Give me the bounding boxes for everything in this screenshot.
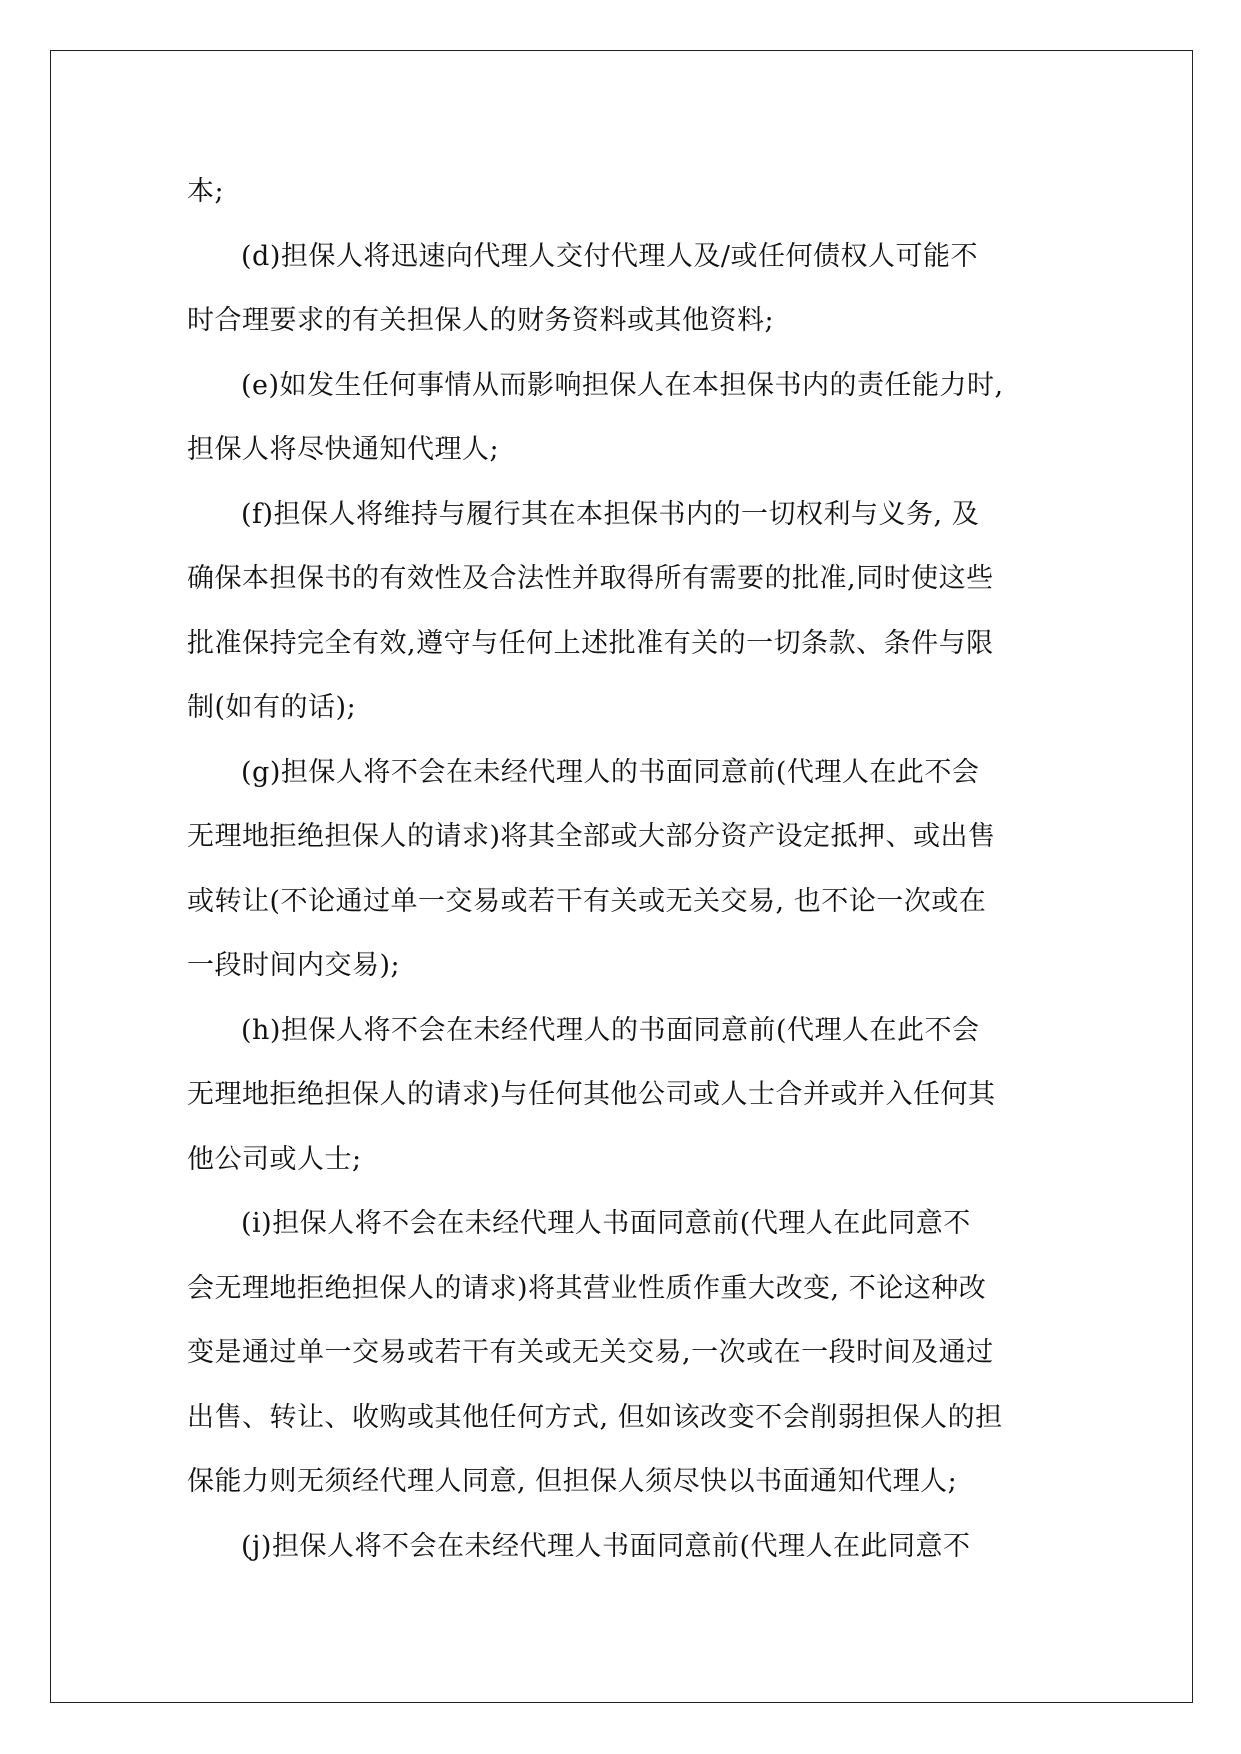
text-line: 担保人将尽快通知代理人;: [187, 434, 500, 465]
text-line: 或转让(不论通过单一交易或若干有关或无关交易, 也不论一次或在: [187, 885, 987, 917]
text-line: 他公司或人士;: [187, 1143, 362, 1175]
text-line: 本;: [187, 176, 225, 207]
text-line: 一段时间内交易);: [187, 950, 401, 981]
text-line: 确保本担保书的有效性及合法性并取得所有需要的批准,同时使这些: [187, 563, 994, 594]
document-body: [187, 160, 1067, 1579]
clause-f-line: (f)担保人将维持与履行其在本担保书内的一切权利与义务, 及: [241, 498, 980, 530]
text-line: 无理地拒绝担保人的请求)将其全部或大部分资产设定抵押、或出售: [187, 821, 996, 852]
text-line: 批准保持完全有效,遵守与任何上述批准有关的一切条款、条件与限: [187, 627, 994, 659]
clause-d-line: (d)担保人将迅速向代理人交付代理人及/或任何债权人可能不: [241, 240, 978, 272]
text-line: 保能力则无须经代理人同意, 但担保人须尽快以书面通知代理人;: [187, 1466, 958, 1497]
text-line: 出售、转让、收购或其他任何方式, 但如该改变不会削弱担保人的担: [187, 1401, 1003, 1433]
text-line: 会无理地拒绝担保人的请求)将其营业性质作重大改变, 不论这种改: [187, 1272, 987, 1304]
clause-g-line: (g)担保人将不会在未经代理人的书面同意前(代理人在此不会: [241, 756, 980, 788]
clause-e-line: (e)如发生任何事情从而影响担保人在本担保书内的责任能力时,: [241, 369, 1004, 401]
clause-j-line: (j)担保人将不会在未经代理人书面同意前(代理人在此同意不: [241, 1530, 971, 1562]
clause-i-line: (i)担保人将不会在未经代理人书面同意前(代理人在此同意不: [241, 1208, 971, 1239]
text-line: 时合理要求的有关担保人的财务资料或其他资料;: [187, 305, 775, 336]
clause-h-line: (h)担保人将不会在未经代理人的书面同意前(代理人在此不会: [241, 1014, 980, 1046]
text-line: 变是通过单一交易或若干有关或无关交易,一次或在一段时间及通过: [187, 1337, 994, 1368]
text-line: 制(如有的话);: [187, 692, 357, 723]
text-line: 无理地拒绝担保人的请求)与任何其他公司或人士合并或并入任何其: [187, 1079, 996, 1110]
